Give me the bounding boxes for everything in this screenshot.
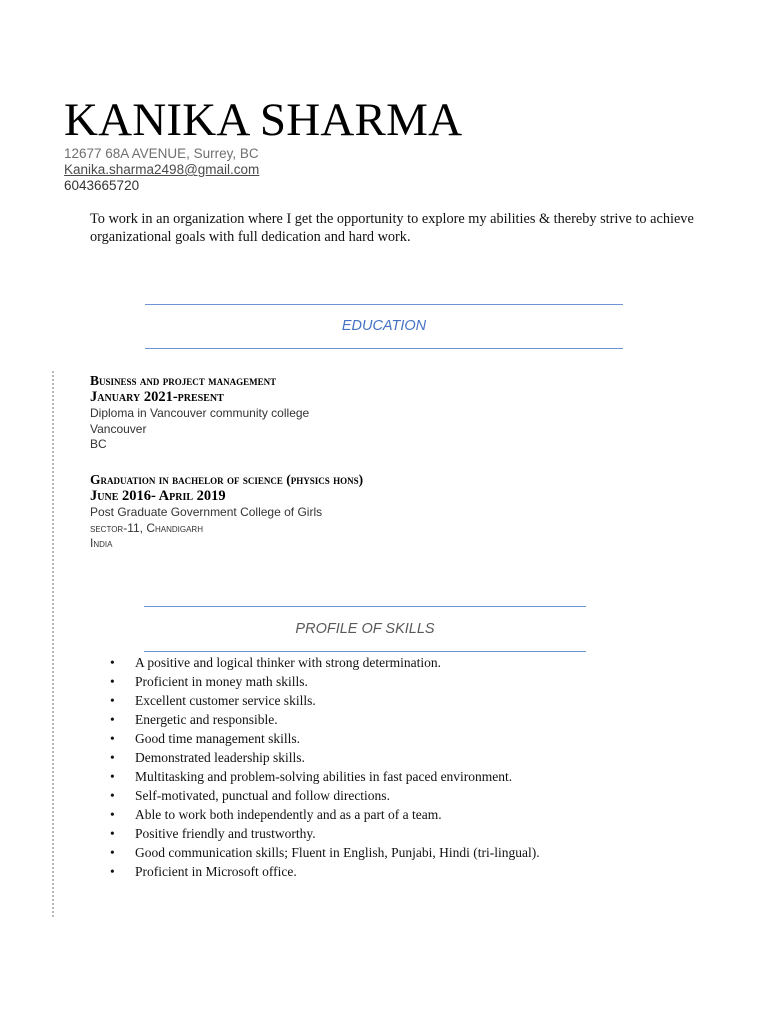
phone-number: 6043665720 [64, 178, 140, 193]
list-item [110, 862, 540, 881]
city: Vancouver [90, 421, 147, 436]
bullet-icon: • [110, 731, 115, 746]
skills-top-rule [144, 606, 586, 607]
education-top-rule [145, 304, 623, 305]
skill-text: Proficient in money math skills. [135, 674, 308, 689]
skills-heading: PROFILE OF SKILLS [295, 621, 435, 637]
list-item [110, 691, 540, 710]
city: sector-11, Chandigarh [90, 520, 203, 535]
list-item [110, 748, 540, 767]
degree-title: Graduation in bachelor of science (physics hons) [90, 472, 364, 487]
skill-text: Proficient in Microsoft office. [135, 864, 297, 879]
list-item [110, 767, 540, 786]
institution: Post Graduate Government College of Girls [90, 505, 323, 519]
skill-text: A positive and logical thinker with strong determination. [135, 655, 441, 670]
skill-text: Excellent customer service skills. [135, 693, 316, 708]
degree-title: Business and project management [90, 373, 277, 388]
address: 12677 68A AVENUE, Surrey, BC [64, 146, 259, 161]
skill-text: Positive friendly and trustworthy. [135, 826, 316, 841]
degree-dates: June 2016- April 2019 [90, 488, 226, 504]
bullet-icon: • [110, 788, 115, 803]
skill-text: Energetic and responsible. [135, 712, 278, 727]
bullet-icon: • [110, 693, 115, 708]
list-item [110, 672, 540, 691]
bullet-icon: • [110, 769, 115, 784]
degree-dates: January 2021-present [90, 389, 224, 405]
education-bottom-rule [145, 348, 623, 349]
skill-text: Multitasking and problem-solving abilities in fast paced environment. [135, 769, 513, 784]
institution: Diploma in Vancouver community college [90, 406, 310, 420]
skill-text: Good communication skills; Fluent in English, Punjabi, Hindi (tri-lingual). [135, 845, 540, 860]
list-item [110, 729, 540, 748]
bullet-icon: • [110, 807, 115, 822]
skill-text: Good time management skills. [135, 731, 300, 746]
list-item [110, 843, 540, 862]
education-entry [90, 373, 309, 453]
education-heading: EDUCATION [341, 318, 427, 334]
skill-text: Self-motivated, punctual and follow directions. [135, 788, 390, 803]
list-item [110, 710, 540, 729]
skills-list [110, 653, 540, 881]
bullet-icon: • [110, 750, 115, 765]
region: India [90, 536, 113, 550]
skills-bottom-rule [144, 651, 586, 652]
region: BC [90, 437, 107, 451]
skill-text: Able to work both independently and as a part of a team. [135, 807, 442, 822]
left-margin-dotted-line [52, 371, 54, 917]
bullet-icon: • [110, 655, 115, 670]
candidate-name: KANIKA SHARMA [64, 94, 463, 146]
skill-text: Demonstrated leadership skills. [135, 750, 305, 765]
bullet-icon: • [110, 864, 115, 879]
list-item [110, 653, 540, 672]
bullet-icon: • [110, 826, 115, 841]
list-item [110, 824, 540, 843]
list-item [110, 805, 540, 824]
list-item [110, 786, 540, 805]
email-link[interactable]: Kanika.sharma2498@gmail.com [64, 162, 260, 177]
bullet-icon: • [110, 674, 115, 689]
objective-statement: To work in an organization where I get the opportunity to explore my abilities & thereby strive to achieve organizational goals with full dedication and hard work. [90, 211, 694, 245]
education-entry [90, 472, 363, 552]
bullet-icon: • [110, 712, 115, 727]
bullet-icon: • [110, 845, 115, 860]
contact-block [64, 146, 259, 194]
